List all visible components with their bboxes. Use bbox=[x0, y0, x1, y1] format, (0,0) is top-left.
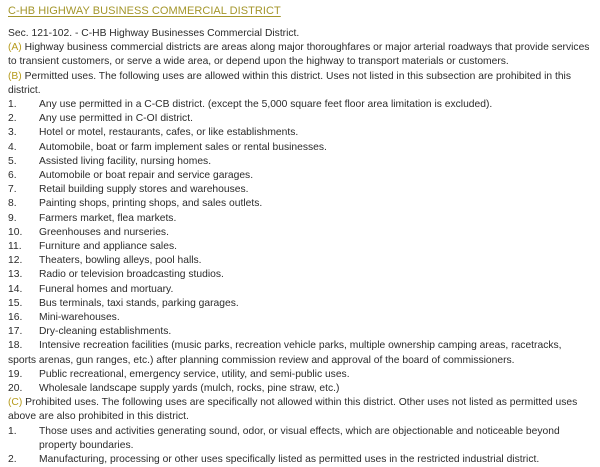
item-text: Public recreational, emergency service, utility, and semi-public uses. bbox=[39, 368, 350, 380]
list-item bbox=[8, 226, 592, 240]
subsection-c-text: Prohibited uses. The following uses are specifically not allowed within this district. Other uses not listed as permitted uses above are also prohibited in this district. bbox=[8, 397, 578, 423]
item-text: Automobile or boat repair and service garages. bbox=[39, 170, 254, 182]
list-item bbox=[8, 325, 592, 339]
subsection-a-marker: (A) bbox=[8, 42, 22, 54]
list-item bbox=[8, 339, 592, 367]
item-number: 13. bbox=[8, 269, 23, 281]
item-text: Funeral homes and mortuary. bbox=[39, 283, 174, 295]
item-number: 17. bbox=[8, 326, 23, 338]
item-text: Painting shops, printing shops, and sales outlets. bbox=[39, 198, 263, 210]
item-number: 12. bbox=[8, 255, 23, 267]
item-number: 5. bbox=[8, 155, 17, 167]
list-item bbox=[8, 126, 592, 140]
item-number: 9. bbox=[8, 212, 17, 224]
subsection-b bbox=[8, 70, 592, 98]
item-number: 11. bbox=[8, 241, 22, 253]
item-text: Theaters, bowling alleys, pool halls. bbox=[39, 255, 202, 267]
item-number: 19. bbox=[8, 368, 23, 380]
district-heading: C-HB HIGHWAY BUSINESS COMMERCIAL DISTRICT bbox=[8, 5, 281, 17]
item-number: 1. bbox=[8, 425, 17, 437]
item-text: Any use permitted in a C-CB district. (except the 5,000 square feet floor area limitation is excluded). bbox=[39, 99, 493, 111]
prohibited-uses-list bbox=[8, 425, 592, 467]
item-number: 2. bbox=[8, 454, 17, 466]
subsection-c bbox=[8, 396, 592, 424]
list-item bbox=[8, 240, 592, 254]
item-text: Those uses and activities generating sound, odor, or visual effects, which are objectionable and noticeable beyond property boundaries. bbox=[39, 425, 560, 451]
list-item bbox=[8, 368, 592, 382]
item-text: Automobile, boat or farm implement sales or rental businesses. bbox=[39, 141, 327, 153]
list-item bbox=[8, 98, 592, 112]
item-text: Assisted living facility, nursing homes. bbox=[39, 155, 212, 167]
item-number: 4. bbox=[8, 141, 17, 153]
item-number: 15. bbox=[8, 297, 23, 309]
list-item bbox=[8, 197, 592, 211]
item-text: Dry-cleaning establishments. bbox=[39, 326, 172, 338]
item-text: Greenhouses and nurseries. bbox=[39, 226, 169, 238]
item-text: Radio or television broadcasting studios. bbox=[39, 269, 224, 281]
list-item bbox=[8, 183, 592, 197]
list-item bbox=[8, 453, 592, 467]
item-text: Mini-warehouses. bbox=[39, 312, 120, 324]
item-text: Retail building supply stores and warehouses. bbox=[39, 184, 249, 196]
list-item bbox=[8, 169, 592, 183]
item-text: Intensive recreation facilities (music parks, recreation vehicle parks, multiple ownership camping areas, racetracks, sports arenas, gun ranges, etc.) after planning commission review and approval of the board of commissioners. bbox=[8, 340, 562, 366]
item-number: 3. bbox=[8, 127, 17, 139]
subsection-a bbox=[8, 41, 592, 69]
item-number: 2. bbox=[8, 113, 17, 125]
list-item bbox=[8, 141, 592, 155]
item-number: 18. bbox=[8, 340, 23, 352]
subsection-c-marker: (C) bbox=[8, 397, 23, 409]
list-item bbox=[8, 382, 592, 396]
item-text: Farmers market, flea markets. bbox=[39, 212, 177, 224]
list-item bbox=[8, 254, 592, 268]
item-text: Bus terminals, taxi stands, parking garages. bbox=[39, 297, 239, 309]
list-item bbox=[8, 297, 592, 311]
item-number: 8. bbox=[8, 198, 17, 210]
item-number: 14. bbox=[8, 283, 23, 295]
list-item bbox=[8, 268, 592, 282]
list-item bbox=[8, 212, 592, 226]
item-number: 20. bbox=[8, 383, 23, 395]
list-item bbox=[8, 425, 592, 453]
list-item bbox=[8, 155, 592, 169]
item-text: Any use permitted in C-OI district. bbox=[39, 113, 193, 125]
section-title: Sec. 121-102. - C-HB Highway Businesses Commercial District. bbox=[8, 28, 300, 39]
item-text: Furniture and appliance sales. bbox=[39, 241, 177, 253]
subsection-a-text: Highway business commercial districts are areas along major thoroughfares or major arterial roadways that provide services to transient customers, or serve a wide area, or depend upon the highway to transport materials or customers. bbox=[8, 42, 590, 68]
item-number: 10. bbox=[8, 226, 23, 238]
subsection-b-marker: (B) bbox=[8, 70, 22, 82]
item-number: 1. bbox=[8, 99, 17, 111]
item-text: Wholesale landscape supply yards (mulch, rocks, pine straw, etc.) bbox=[39, 383, 340, 395]
item-number: 7. bbox=[8, 184, 17, 196]
item-text: Hotel or motel, restaurants, cafes, or like establishments. bbox=[39, 127, 299, 139]
permitted-uses-list bbox=[8, 98, 592, 396]
list-item bbox=[8, 311, 592, 325]
item-number: 6. bbox=[8, 170, 17, 182]
list-item bbox=[8, 112, 592, 126]
item-text: Manufacturing, processing or other uses specifically listed as permitted uses in the restricted industrial district. bbox=[39, 454, 540, 466]
list-item bbox=[8, 283, 592, 297]
item-number: 16. bbox=[8, 312, 23, 324]
subsection-b-text: Permitted uses. The following uses are allowed within this district. Uses not listed in this subsection are prohibited in this district. bbox=[8, 70, 571, 96]
